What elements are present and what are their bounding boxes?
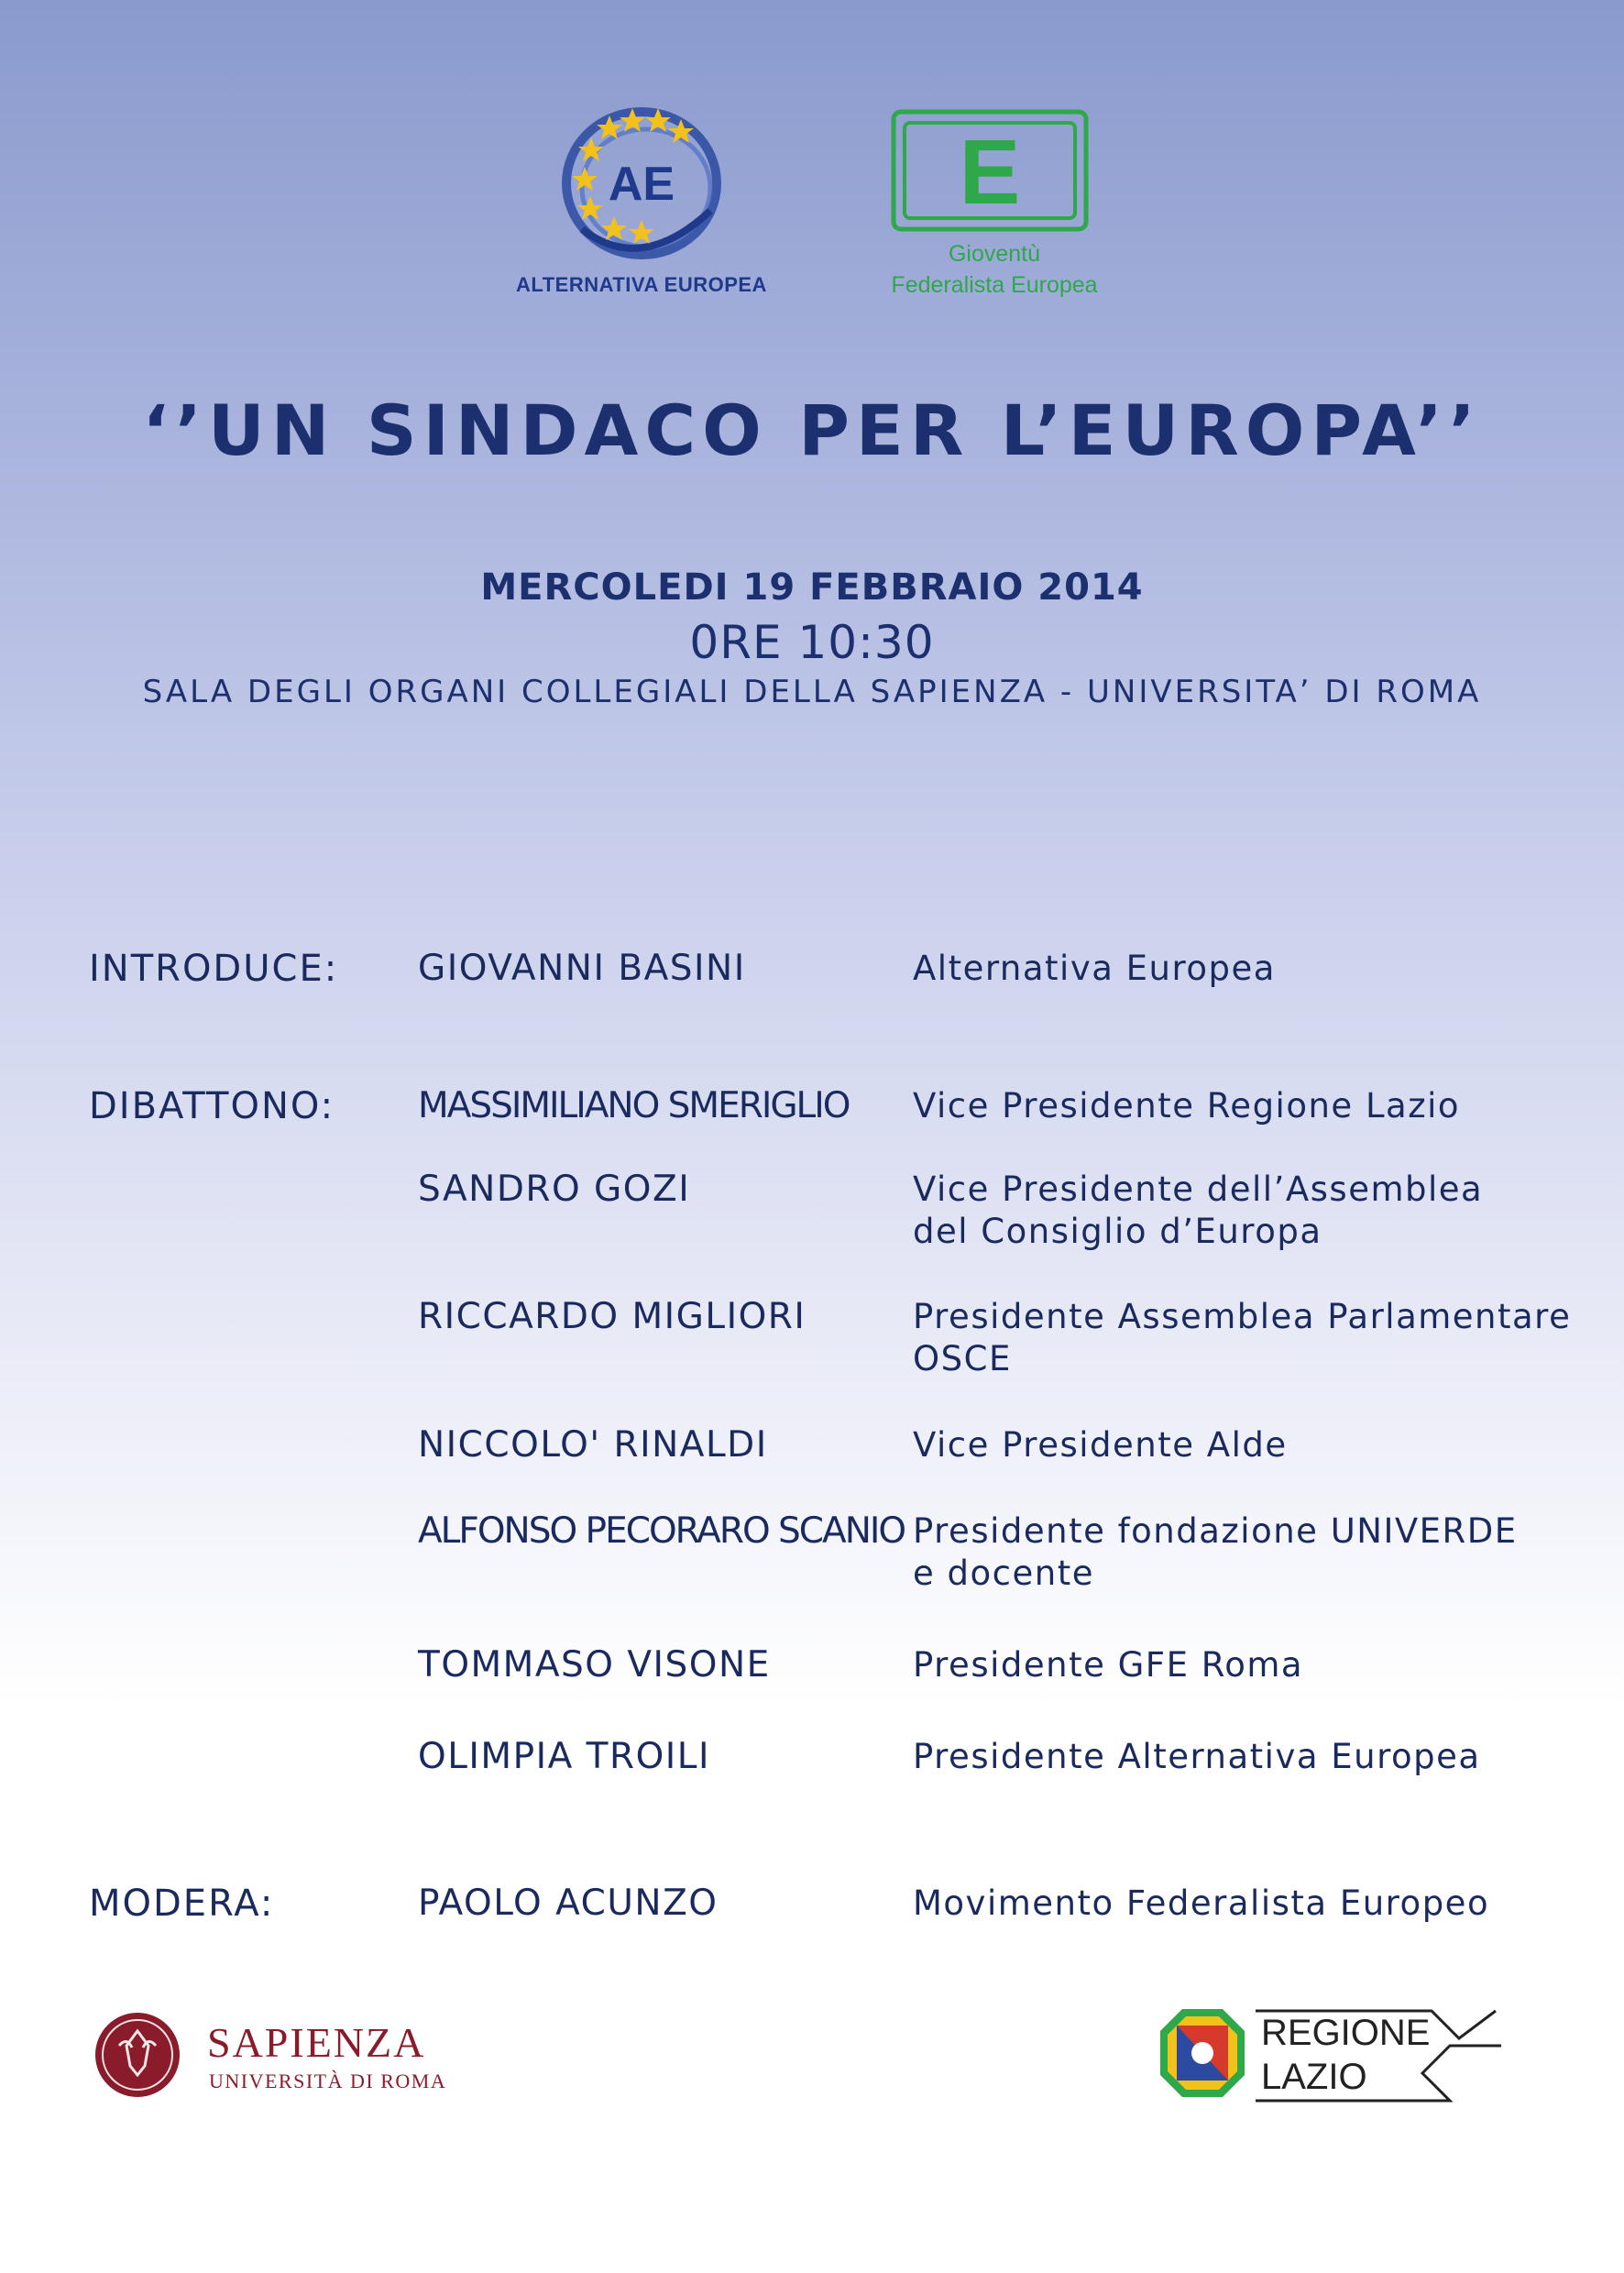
sapienza-logo (92, 2009, 477, 2110)
speaker-affiliation-line1: Presidente Alternativa Europea (913, 1737, 1481, 1776)
speaker-name: MASSIMILIANO SMERIGLIO (418, 1085, 850, 1126)
speaker-affiliation (913, 1085, 1573, 1127)
regione-lazio-logo (1157, 2005, 1523, 2106)
speaker-affiliation-line2: OSCE (913, 1339, 1012, 1378)
speaker-affiliation (913, 1424, 1573, 1466)
speaker-name: TOMMASO VISONE (418, 1644, 771, 1686)
gfe-caption (866, 238, 1123, 301)
speaker-affiliation-line1: Vice Presidente Regione Lazio (913, 1086, 1461, 1126)
event-venue: SALA DEGLI ORGANI COLLEGIALI DELLA SAPIENZA - UNIVERSITA’ DI ROMA (142, 674, 1482, 710)
introduce-name: GIOVANNI BASINI (418, 948, 746, 989)
introduce-affiliation: Alternativa Europea (913, 949, 1276, 988)
ae-emblem-icon (495, 92, 788, 275)
speaker-affiliation-line1: Presidente fondazione UNIVERDE (913, 1511, 1518, 1551)
speaker-affiliation-line1: Presidente Assemblea Parlamentare (913, 1297, 1572, 1336)
speaker-affiliation-line1: Vice Presidente Alde (913, 1425, 1288, 1465)
speaker-name: NICCOLO' RINALDI (418, 1424, 768, 1466)
speaker-name: RICCARDO MIGLIORI (418, 1296, 807, 1337)
gfe-caption-line2: Federalista Europea (891, 272, 1098, 298)
lazio-line2: LAZIO (1261, 2057, 1367, 2097)
alternativa-europea-logo (495, 92, 788, 312)
modera-affiliation: Movimento Federalista Europeo (913, 1883, 1490, 1923)
ae-initials: AE (608, 158, 675, 211)
event-date: MERCOLEDI 19 FEBBRAIO 2014 (480, 566, 1144, 609)
introduce-label: INTRODUCE: (89, 948, 339, 990)
sapienza-sub: UNIVERSITÀ DI ROMA (209, 2070, 447, 2092)
speaker-name: OLIMPIA TROILI (418, 1736, 711, 1777)
speaker-affiliation (913, 1296, 1573, 1380)
speaker-name: ALFONSO PECORARO SCANIO (418, 1510, 905, 1552)
modera-label: MODERA: (89, 1883, 275, 1925)
speaker-affiliation (913, 1736, 1573, 1778)
speaker-affiliation-line1: Presidente GFE Roma (913, 1645, 1304, 1685)
dibattono-label: DIBATTONO: (89, 1085, 335, 1127)
sapienza-name: SAPIENZA (207, 2019, 426, 2066)
modera-name: PAOLO ACUNZO (418, 1883, 719, 1924)
event-time: 0RE 10:30 (689, 616, 935, 669)
speaker-affiliation (913, 1644, 1573, 1686)
speaker-affiliation-line1: Vice Presidente dell’Assemblea (913, 1169, 1484, 1209)
gfe-letter: E (959, 121, 1021, 224)
speaker-affiliation (913, 1510, 1573, 1595)
lazio-line1: REGIONE (1261, 2013, 1431, 2053)
gfe-caption-line1: Gioventù (948, 241, 1041, 267)
sapienza-seal-icon (92, 2009, 183, 2101)
ae-caption: ALTERNATIVA EUROPEA (516, 273, 767, 296)
gfe-emblem-icon (866, 108, 1123, 236)
speaker-affiliation-line2: del Consiglio d’Europa (913, 1212, 1322, 1251)
speaker-name: SANDRO GOZI (418, 1169, 691, 1210)
speaker-affiliation (913, 1169, 1573, 1253)
gfe-logo (866, 108, 1123, 319)
speaker-affiliation-line2: e docente (913, 1554, 1094, 1593)
event-title: ‘’UN SINDACO PER L’EUROPA’’ (142, 390, 1482, 471)
